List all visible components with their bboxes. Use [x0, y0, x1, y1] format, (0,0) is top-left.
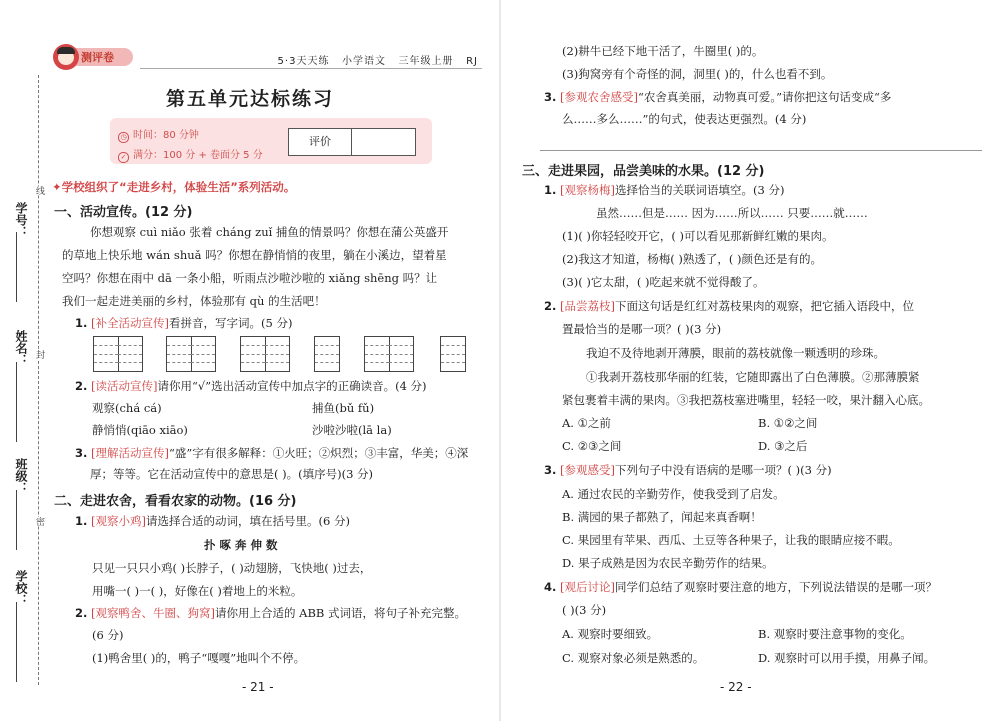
question-2-2: 2. [观察鸭舍、牛圈、狗窝]请你用上合适的 ABB 式词语，将句子补充完整。: [75, 606, 467, 620]
reading-option-b[interactable]: 捕鱼(bǔ fǔ): [312, 401, 375, 415]
bayberry-sentence-2: (2)我这才知道，杨梅( )熟透了，( )颜色还是有的。: [562, 252, 823, 266]
activity-intro: ✦学校组织了“走进乡村，体验生活”系列活动。: [52, 180, 296, 194]
grammar-option-b[interactable]: B. 满园的果子都熟了，闻起来真香啊！: [562, 510, 762, 524]
check-icon: ✓: [118, 152, 129, 163]
passage-line-3: 空吗？你想在雨中 dā 一条小船，听雨点沙啦沙啦的 xiǎng shēng 吗？让: [62, 271, 438, 285]
clock-icon: ◷: [118, 132, 129, 143]
question-2-3-cont: 么……多么……”的句式，使表达更强烈。(4 分): [562, 112, 807, 126]
sparkle-icon: ✦: [52, 180, 62, 194]
reading-option-a[interactable]: 观察(chá cá): [92, 401, 162, 415]
observe-option-d[interactable]: D. 观察时可以用手摸，用鼻子闻。: [758, 651, 936, 665]
exam-info-box: [110, 118, 432, 164]
abb-sentence-2: (2)耕牛已经下地干活了，牛圈里( )的。: [562, 44, 764, 58]
question-1-1: 1. [补全活动宣传]看拼音，写字词。(5 分): [75, 316, 293, 330]
subject-name: 小学语文: [342, 56, 386, 67]
evaluation-label: 评价: [289, 129, 352, 155]
question-3-4: 4. [观后讨论]同学们总结了观察时要注意的地方，下列说法错误的是哪一项？: [544, 580, 938, 594]
verb-options: 扑 啄 奔 伸 数: [204, 538, 278, 552]
question-1-3: 3. [理解活动宣传]“盛”字有很多解释：①火旺；②炽烈；③丰富，华美；④深: [75, 446, 469, 460]
section-2-title: 二、走进农舍，看看农家的动物。(16 分): [54, 494, 297, 509]
grammar-option-c[interactable]: C. 果园里有苹果、西瓜、土豆等各种果子，让我的眼睛应接不暇。: [562, 533, 900, 547]
bayberry-sentence-3: (3)( )它太甜，( )吃起来就不觉得酸了。: [562, 275, 765, 289]
lychee-passage-1: ①我剥开荔枝那华丽的红装，它随即露出了白色薄膜。②那薄膜紧: [586, 370, 920, 384]
student-number-line: [16, 232, 17, 302]
score-info: ✓ 满分：100 分 + 卷面分 5 分: [118, 146, 263, 163]
observe-option-a[interactable]: A. 观察时要细致。: [562, 627, 659, 641]
question-2-3: 3. [参观农舍感受]“农舍真美丽，动物真可爱。”请你把这句话变成“多: [544, 90, 892, 104]
question-2-1: 1. [观察小鸡]请选择合适的动词，填在括号里。(6 分): [75, 514, 350, 528]
grammar-option-a[interactable]: A. 通过农民的辛勤劳作，使我受到了启发。: [562, 487, 785, 501]
school-label: 学校：: [14, 570, 28, 606]
question-3-3: 3. [参观感受]下列句子中没有语病的是哪一项？( )(3 分): [544, 463, 832, 477]
lychee-passage-2: 紧包裹着丰满的果肉。③我把荔枝塞进嘴里，轻轻一咬，果汁翻入心底。: [562, 393, 930, 407]
margin-line-char: 线: [34, 186, 44, 195]
name-label: 姓名：: [14, 330, 28, 366]
class-label: 班级：: [14, 458, 28, 494]
page-number-right: - 22 -: [720, 680, 752, 694]
margin-secret-char: 密: [34, 517, 44, 526]
observe-option-c[interactable]: C. 观察对象必须是熟悉的。: [562, 651, 705, 665]
question-1-3-cont: 厚；等等。它在活动宣传中的意思是( )。(填序号)(3 分): [90, 467, 374, 481]
time-info: ◷ 时间：80 分钟: [118, 126, 199, 143]
answer-grid-2[interactable]: [166, 336, 216, 372]
reading-option-d[interactable]: 沙啦沙啦(lā la): [312, 423, 392, 437]
bayberry-sentence-1: (1)( )你轻轻咬开它，( )可以看见那新鲜红嫩的果肉。: [562, 229, 834, 243]
mascot-hair-icon: [57, 47, 75, 54]
section-3-title: 三、走进果园，品尝美味的水果。(12 分): [522, 164, 765, 179]
abb-sentence-3: (3)狗窝旁有个奇怪的洞，洞里( )的，什么也看不到。: [562, 67, 833, 81]
question-3-1: 1. [观察杨梅]选择恰当的关联词语填空。(3 分): [544, 183, 785, 197]
page-title: 第五单元达标练习: [165, 88, 334, 110]
lychee-option-c[interactable]: C. ②③之间: [562, 439, 622, 453]
conjunction-options: 虽然……但是…… 因为……所以…… 只要……就……: [596, 206, 868, 220]
answer-grid-5[interactable]: [364, 336, 414, 372]
lychee-quote: 我迫不及待地剥开薄膜，眼前的荔枝就像一颗透明的珍珠。: [586, 346, 885, 360]
name-line: [16, 362, 17, 442]
series-name: 5·3天天练: [277, 56, 330, 67]
passage-line-1: 你想观察 cuì niǎo 张着 cháng zuǐ 捕鱼的情景吗？你想在蒲公英盛开: [90, 225, 449, 239]
class-line: [16, 490, 17, 550]
answer-line[interactable]: [540, 150, 982, 151]
edition-name: RJ: [466, 56, 478, 67]
page-number-left: - 21 -: [242, 680, 274, 694]
answer-grid-1[interactable]: [93, 336, 143, 372]
header-rule: [140, 68, 482, 69]
student-number-label: 学号：: [14, 202, 28, 238]
question-2-2-score: (6 分): [92, 628, 124, 642]
grade-name: 三年级上册: [398, 56, 454, 67]
section-1-title: 一、活动宣传。(12 分): [54, 205, 193, 220]
header-info: [278, 52, 478, 67]
observe-option-b[interactable]: B. 观察时要注意事物的变化。: [758, 627, 912, 641]
question-1-2: 2. [读活动宣传]请你用“√”选出活动宣传中加点字的正确读音。(4 分): [75, 379, 427, 393]
passage-line-4: 我们一起走进美丽的乡村，体验那有 qù 的生活吧！: [62, 294, 326, 308]
chick-sentence-1: 只见一只只小鸡( )长脖子，( )动翅膀，飞快地( )过去，: [92, 561, 372, 575]
school-line: [16, 602, 17, 682]
lychee-option-d[interactable]: D. ③之后: [758, 439, 808, 453]
answer-grid-3[interactable]: [240, 336, 290, 372]
answer-grid-6[interactable]: [440, 336, 466, 372]
margin-seal-char: 封: [34, 350, 44, 359]
grammar-option-d[interactable]: D. 果子成熟是因为农民辛勤劳作的结果。: [562, 556, 774, 570]
badge-text: 测评卷: [81, 51, 114, 64]
right-page: [500, 0, 1000, 721]
test-badge: [45, 44, 137, 70]
answer-grid-4[interactable]: [314, 336, 340, 372]
question-3-4-cont: ( )(3 分): [562, 603, 607, 617]
question-3-2-cont: 置最恰当的是哪一项？( )(3 分): [562, 322, 722, 336]
lychee-option-b[interactable]: B. ①②之间: [758, 416, 818, 430]
abb-sentence-1: (1)鸭舍里( )的，鸭子“嘎嘎”地叫个不停。: [92, 651, 306, 665]
chick-sentence-2: 用嘴一( )一( )，好像在( )着地上的米粒。: [92, 584, 303, 598]
binding-dashed-line: [38, 75, 39, 685]
reading-option-c[interactable]: 静悄悄(qiāo xiāo): [92, 423, 188, 437]
question-3-2: 2. [品尝荔枝]下面这句话是红红对荔枝果肉的观察，把它插入语段中，位: [544, 299, 915, 313]
evaluation-box[interactable]: [288, 128, 416, 156]
passage-line-2: 的草地上快乐地 wán shuǎ 吗？你想在静悄悄的夜里，躺在小溪边，望着星: [62, 248, 447, 262]
lychee-option-a[interactable]: A. ①之前: [562, 416, 611, 430]
